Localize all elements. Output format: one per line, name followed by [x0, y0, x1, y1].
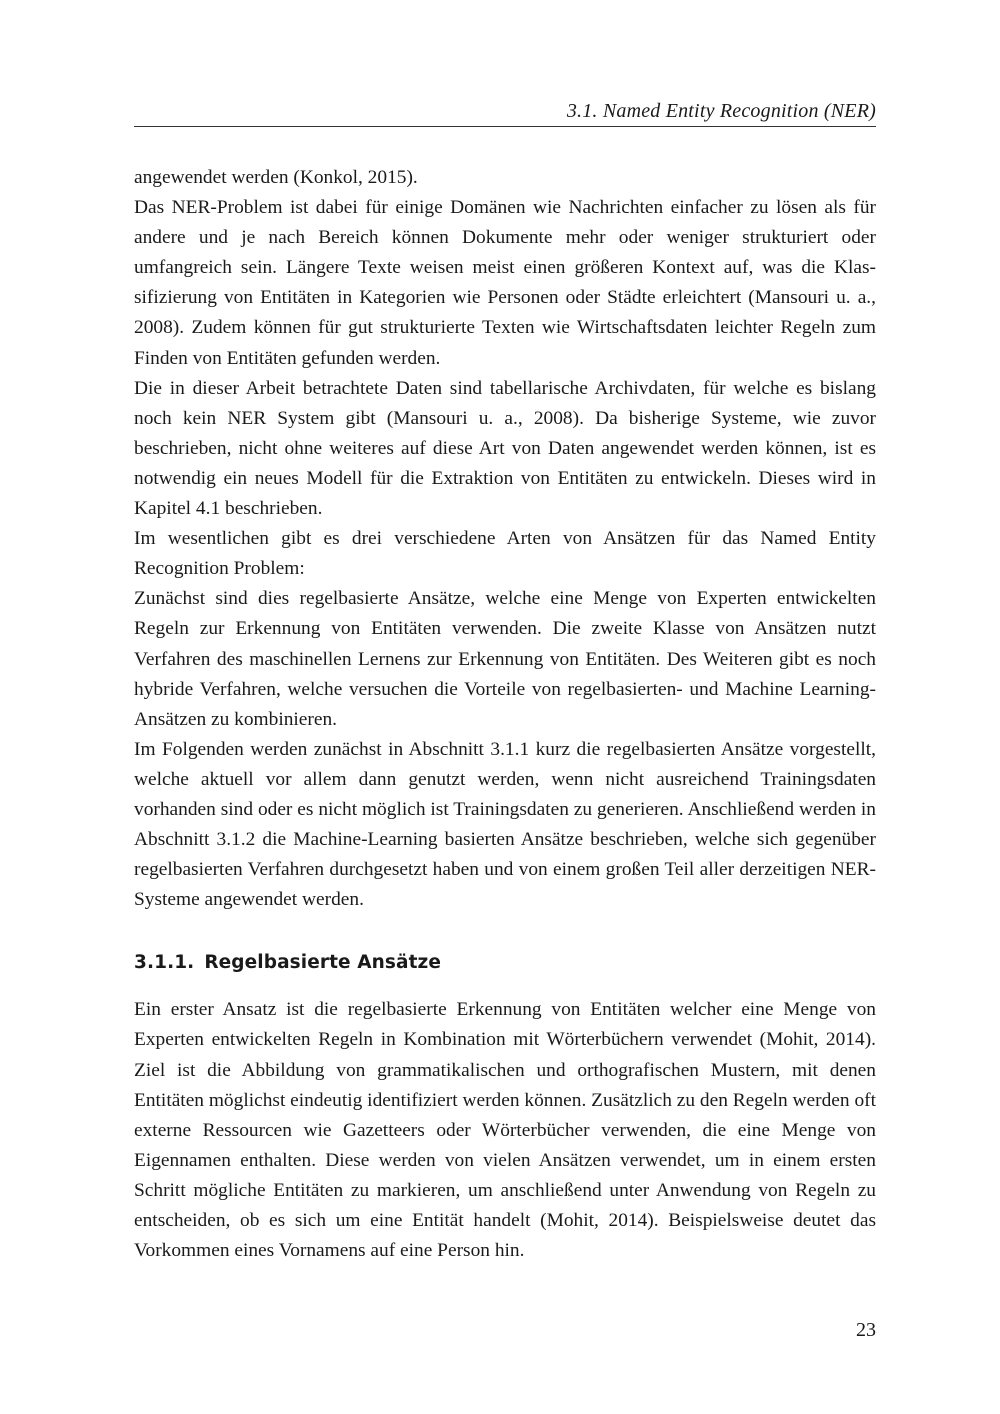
paragraph-three-approaches: Im wesentlichen gibt es drei verschiedene Arten von Ansätzen für das Named Entity Recognition Problem:: [134, 528, 876, 580]
paragraph-overview: Im Folgenden werden zunächst in Abschnitt 3.1.1 kurz die regelbasierten Ansätze vorgestellt, welche aktuell vor allem dann genutzt werden, wenn nicht ausreichend Trainingsdaten vorhanden sind oder es nicht möglich ist Trainingsdaten zu generieren. Anschließend werden in Abschnitt 3.1.2 die Machine-Learning basierten Ansätze beschrieben, welche sich gegenüber regelbasierten Verfahren durchgesetzt haben und von einem großen Teil aller derzeitigen NER-Systeme angewendet werden.: [134, 738, 876, 911]
section-heading: [134, 949, 876, 977]
running-header: 3.1. Named Entity Recognition (NER): [134, 98, 876, 127]
paragraph-approach-types: Zunächst sind dies regelbasierte Ansätze, welche eine Menge von Experten entwickelten Regeln zur Erkennung von Entitäten verwenden. Die zweite Klasse von Ansätzen nutzt Verfahren des maschinellen Lernens zur Erkennung von Entitäten. Des Weiteren gibt es noch hybride Verfahren, welche versuchen die Vorteile von regelbasierten- und Machine Learning-Ansätzen zu kombinieren.: [134, 588, 876, 730]
page-number: 23: [856, 1319, 876, 1341]
paragraph-ner-problem: Das NER-Problem ist dabei für einige Domänen wie Nachrichten einfacher zu lösen als für andere und je nach Bereich können Dokumente mehr oder weniger strukturiert oder umfangreich sein. Längere Texte weisen meist einen größeren Kontext auf, was die Klassifizierung von Entitäten in Kategorien wie Personen oder Städte erleichtert (Mansouri u. a., 2008). Zudem können für gut strukturierte Texten wie Wirtschaftsdaten leichter Regeln zum Finden von Entitäten gefunden werden.: [134, 197, 876, 369]
body-text: [134, 163, 876, 1266]
section-title: Regelbasierte Ansätze: [204, 952, 442, 974]
paragraph-rule-based: Ein erster Ansatz ist die regelbasierte Erkennung von Entitäten welcher eine Menge von Experten entwickelten Regeln in Kombination mit Wörterbüchern verwendet (Mohit, 2014). Ziel ist die Abbildung von grammatikalischen und orthografischen Mustern, mit denen Entitäten möglichst eindeutig identifiziert werden können. Zusätzlich zu den Regeln werden oft externe Ressourcen wie Gazetteers oder Wörterbücher verwenden, die eine Menge von Eigennamen enthalten. Diese werden von vielen Ansätzen verwendet, um in einem ersten Schritt mögliche Entitäten zu markieren, um anschließend unter Anwendung von Regeln zu entscheiden, ob es sich um eine Entität handelt (Mohit, 2014). Beispielsweise deutet das Vorkommen eines Vornamens auf eine Person hin.: [134, 999, 876, 1262]
paragraph-archive-data: Die in dieser Arbeit betrachtete Daten sind tabellarische Archivdaten, für welche es bislang noch kein NER System gibt (Mansouri u. a., 2008). Da bisherige Systeme, wie zuvor beschrieben, nicht ohne weiteres auf diese Art von Daten angewendet werden können, ist es notwendig ein neues Modell für die Extraktion von Entitäten zu entwickeln. Dieses wird in Kapitel 4.1 beschrieben.: [134, 377, 876, 520]
paragraph-continuation: angewendet werden (Konkol, 2015).: [134, 167, 418, 188]
section-number: 3.1.1.: [134, 952, 195, 974]
